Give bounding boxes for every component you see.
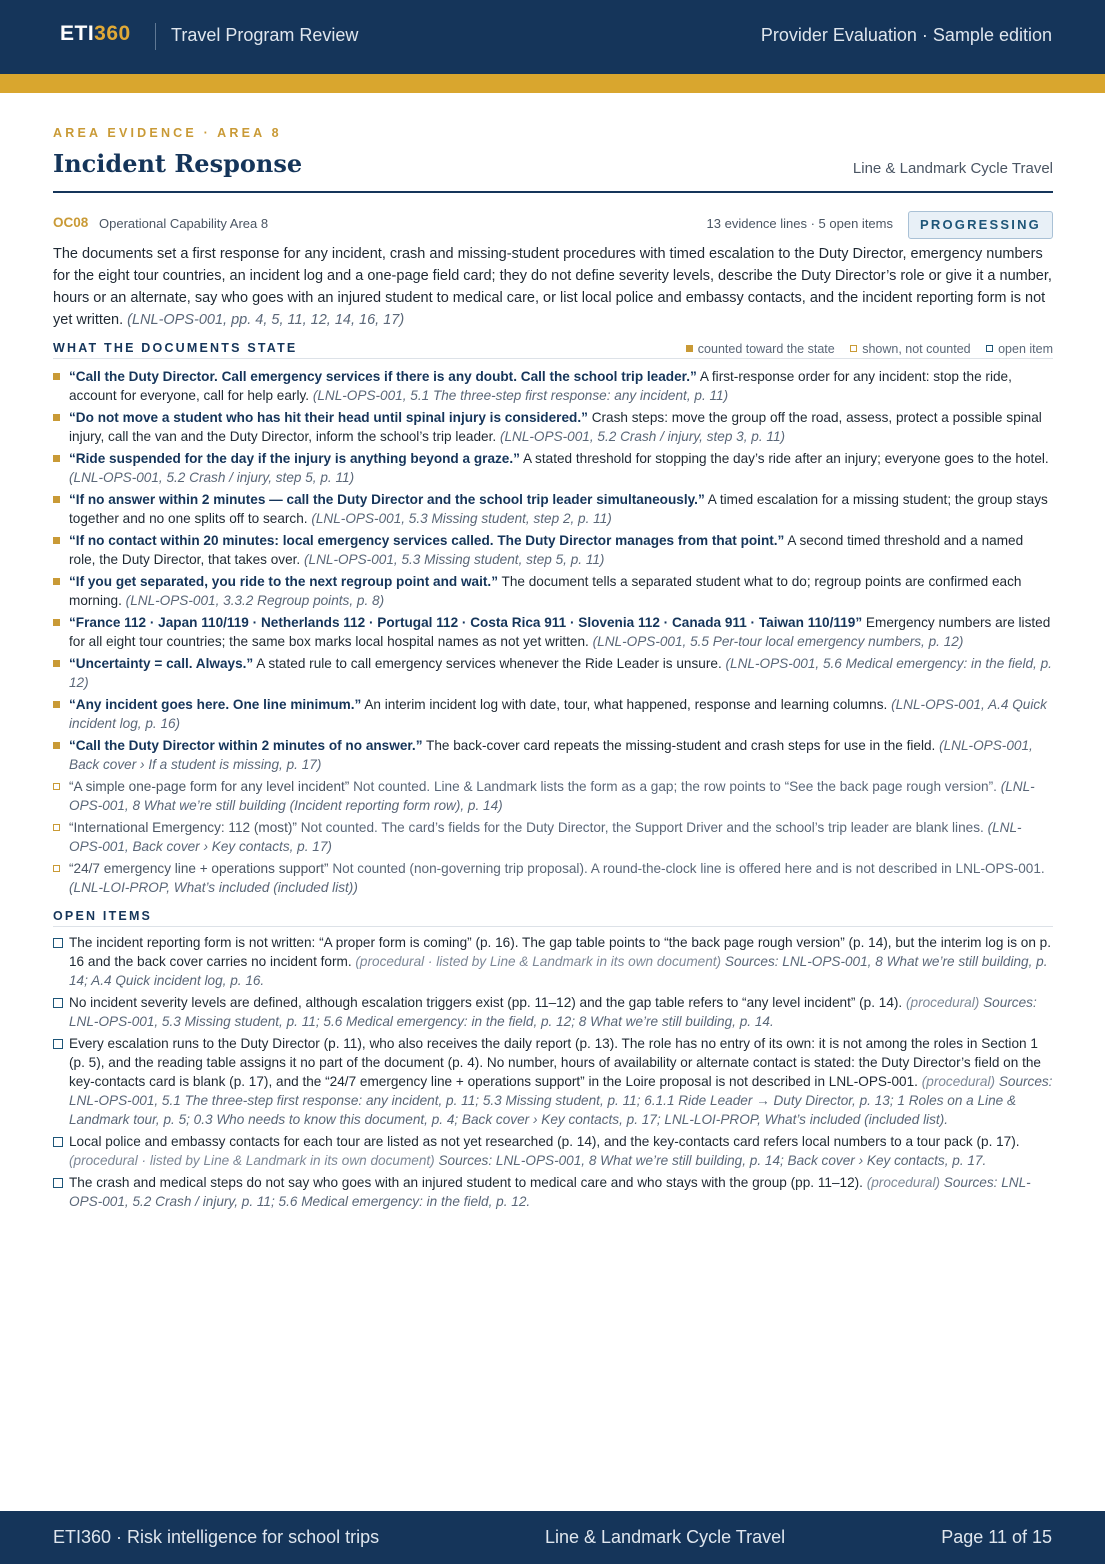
evidence-body: Crash steps: move the group off the road, assess, protect a possible spinal injury, call the van and the Duty Director, inform the school’s trip leader. <box>69 410 1042 444</box>
evidence-item <box>53 654 1053 692</box>
footer-brand: ETI360 · Risk intelligence for school trips <box>53 1527 380 1547</box>
open-item-sources: Sources: LNL-OPS-001, 5.3 Missing student, p. 11; 5.6 Medical emergency: in the field, p. 12; 8 What we’re still building, p. 14. <box>69 995 1037 1029</box>
evidence-citation: (LNL-OPS-001, 5.2 Crash / injury, step 3, p. 11) <box>499 429 786 444</box>
evidence-citation: (LNL-OPS-001, 5.5 Per-tour local emergency numbers, p. 12) <box>592 634 964 649</box>
status-badge: PROGRESSING <box>908 211 1053 239</box>
legend-shown <box>850 342 970 356</box>
main-content <box>53 126 1053 1214</box>
evidence-citation: (LNL-OPS-001, 8 What we’re still building (Incident reporting form row), p. 14) <box>69 779 1035 813</box>
open-item-tag: (procedural) <box>866 1175 941 1190</box>
solid-square-icon <box>686 345 693 352</box>
title-row <box>53 149 1053 193</box>
evidence-citation: (LNL-OPS-001, Back cover › Key contacts, p. 17) <box>69 820 1022 854</box>
header-divider <box>155 23 156 50</box>
evidence-item <box>53 449 1053 487</box>
evidence-section-title: WHAT THE DOCUMENTS STATE <box>53 341 298 355</box>
footer-provider: Line & Landmark Cycle Travel <box>545 1527 786 1547</box>
solid-square-icon <box>53 455 60 462</box>
open-items-header <box>53 907 1053 927</box>
evidence-body: A timed escalation for a missing student; the group stays together and no one splits off to search. <box>69 492 1048 526</box>
open-square-icon <box>53 1137 63 1147</box>
evidence-quote: “Call the Duty Director. Call emergency services if there is any doubt. Call the school trip leader.” <box>69 369 697 384</box>
solid-square-icon <box>53 496 60 503</box>
legend-counted-label: counted toward the state <box>697 342 835 356</box>
summary-citation: (LNL-OPS-001, pp. 4, 5, 11, 12, 14, 16, 17) <box>127 312 405 328</box>
brand-suffix: 360 <box>94 22 131 45</box>
evidence-item <box>53 490 1053 528</box>
evidence-citation: (LNL-OPS-001, 3.3.2 Regroup points, p. 8) <box>125 593 385 608</box>
open-item <box>53 933 1053 990</box>
open-item-sources: Sources: LNL-OPS-001, 8 What we’re still building, p. 14; Back cover › Key contacts, p. 17. <box>438 1153 987 1168</box>
open-item-tag: (procedural · listed by Line & Landmark in its own document) <box>69 1153 435 1168</box>
summary-text: The documents set a first response for any incident, crash and missing-student procedures with timed escalation to the Duty Director, emergency numbers for the eight tour countries, an incident log and a one-page field card; they do not define severity levels, describe the Duty Director’s role or give it a number, hours or an alternate, say who goes with an injured student to medical care, or list local police and embassy contacts, and the incident reporting form is not yet written. <box>53 246 1052 328</box>
solid-square-icon <box>53 578 60 585</box>
evidence-body: A second timed threshold and a named role, the Duty Director, that takes over. <box>69 533 1024 567</box>
page-title: Incident Response <box>53 149 303 178</box>
evidence-body: A first-response order for any incident: stop the ride, account for everyone, call for help early. <box>69 369 1012 403</box>
open-item-text: The crash and medical steps do not say who goes with an injured student to medical care and who stays with the group (pp. 11–12). <box>69 1175 863 1190</box>
brand-logo <box>60 22 131 46</box>
open-item-sources: Sources: LNL-OPS-001, 5.2 Crash / injury, p. 11; 5.6 Medical emergency: in the field, p. 12. <box>69 1175 1031 1209</box>
legend-open <box>986 342 1053 356</box>
open-items-title: OPEN ITEMS <box>53 909 153 923</box>
evidence-item-not-counted <box>53 777 1053 815</box>
evidence-body: Not counted. Line & Landmark lists the form as a gap; the row points to “See the back page rough version”. <box>353 779 997 794</box>
area-kicker: AREA EVIDENCE · AREA 8 <box>53 126 282 140</box>
evidence-body: Not counted. The card’s fields for the Duty Director, the Support Driver and the school’s trip leader are blank lines. <box>300 820 984 835</box>
evidence-item <box>53 367 1053 405</box>
evidence-item <box>53 408 1053 446</box>
legend <box>674 342 1053 356</box>
evidence-quote: “France 112 · Japan 110/119 · Netherlands 112 · Portugal 112 · Costa Rica 911 · Slovenia 112 · Canada 911 · Taiwan 110/119” <box>69 615 863 630</box>
open-item <box>53 1034 1053 1129</box>
brand-prefix: ETI <box>60 22 95 45</box>
open-items-list <box>53 933 1053 1211</box>
evidence-list <box>53 367 1053 897</box>
evidence-quote: “Any incident goes here. One line minimum.” <box>69 697 362 712</box>
evidence-quote: “If you get separated, you ride to the next regroup point and wait.” <box>69 574 498 589</box>
evidence-citation: (LNL-OPS-001, Back cover › If a student is missing, p. 17) <box>69 738 1033 772</box>
evidence-citation: (LNL-OPS-001, 5.3 Missing student, step 2, p. 11) <box>311 511 612 526</box>
open-square-icon <box>53 1039 63 1049</box>
open-square-icon <box>53 998 63 1008</box>
open-square-icon <box>53 1178 63 1188</box>
open-item-text: The incident reporting form is not written: “A proper form is coming” (p. 16). The gap table points to “the back page rough version” (p. 14), but the interim log is on p. 16 and the back cover carries no incident form. <box>69 935 1052 969</box>
evidence-body: Not counted (non-governing trip proposal). A round-the-clock line is offered here and is not described in LNL-OPS-001. <box>332 861 1045 876</box>
evidence-body: A stated rule to call emergency services whenever the Ride Leader is unsure. <box>256 656 722 671</box>
hollow-square-icon <box>850 345 857 352</box>
evidence-citation: (LNL-OPS-001, 5.3 Missing student, step 5, p. 11) <box>303 552 605 567</box>
open-square-icon <box>986 345 993 352</box>
legend-counted <box>686 342 835 356</box>
page-number: Page 11 of 15 <box>941 1527 1052 1547</box>
solid-square-icon <box>53 701 60 708</box>
evidence-citation: (LNL-OPS-001, 5.1 The three-step first response: any incident, p. 11) <box>312 388 729 403</box>
evidence-quote: “International Emergency: 112 (most)” <box>69 820 297 835</box>
evidence-item <box>53 531 1053 569</box>
area-code: OC08 <box>53 215 89 230</box>
open-item-tag: (procedural) <box>906 995 980 1010</box>
evidence-body: An interim incident log with date, tour, what happened, response and learning columns. <box>364 697 888 712</box>
open-item-text: Every escalation runs to the Duty Director (p. 11), who also receives the daily report (p. 13). The role has no entry of its own: it is not among the roles in Section 1 (p. 5), and the reading table assigns it no part of the document (p. 4). No number, hours of availability or alternate contact is stated: the Duty Director’s field on the key-contacts card is blank (p. 17), and the “24/7 emergency line + operations support” in the Loire proposal is not described in LNL-OPS-001. <box>69 1036 1041 1089</box>
evidence-quote: “Ride suspended for the day if the injury is anything beyond a graze.” <box>69 451 520 466</box>
evidence-item <box>53 613 1053 651</box>
solid-square-icon <box>53 619 60 626</box>
evidence-quote: “24/7 emergency line + operations support” <box>69 861 329 876</box>
open-item-tag: (procedural) <box>921 1074 996 1089</box>
header-edition: Provider Evaluation · Sample edition <box>760 25 1052 45</box>
open-item-tag: (procedural · listed by Line & Landmark in its own document) <box>355 954 722 969</box>
header-accent-bar <box>0 74 1105 93</box>
open-item <box>53 993 1053 1031</box>
provider-name: Line & Landmark Cycle Travel <box>852 160 1053 177</box>
solid-square-icon <box>53 742 60 749</box>
area-meta-row <box>53 211 1053 239</box>
solid-square-icon <box>53 373 60 380</box>
area-label: Operational Capability Area 8 <box>99 216 269 231</box>
solid-square-icon <box>53 660 60 667</box>
open-item-sources: Sources: LNL-OPS-001, 5.1 The three-step first response: any incident, p. 11; 5.3 Missing student, p. 11; 6.1.1 Ride Leader → Duty Director, p. 13; 1 Roles on a Line & Landmark tour, p. 5; 0.3 Who needs to know this document, p. 4; Back cover › Key contacts, p. 17; LNL-LOI-PROP, What’s included (included list). <box>69 1074 1053 1127</box>
evidence-body: Emergency numbers are listed for all eight tour countries; the same box marks local hospital names as not yet written. <box>69 615 1051 649</box>
evidence-item <box>53 695 1053 733</box>
hollow-square-icon <box>53 783 60 790</box>
evidence-citation: (LNL-OPS-001, A.4 Quick incident log, p. 16) <box>69 697 1047 731</box>
evidence-citation: (LNL-OPS-001, 5.2 Crash / injury, step 5, p. 11) <box>69 470 355 485</box>
open-square-icon <box>53 938 63 948</box>
evidence-item <box>53 572 1053 610</box>
evidence-quote: “If no answer within 2 minutes — call the Duty Director and the school trip leader simultaneously.” <box>69 492 705 507</box>
evidence-citation: (LNL-LOI-PROP, What’s included (included list)) <box>69 880 358 895</box>
legend-shown-label: shown, not counted <box>862 342 971 356</box>
open-item-sources: Sources: LNL-OPS-001, 8 What we’re still building, p. 14; A.4 Quick incident log, p. 16. <box>69 954 1048 988</box>
evidence-quote: “If no contact within 20 minutes: local emergency services called. The Duty Director manages from that point.” <box>69 533 785 548</box>
evidence-quote: “Do not move a student who has hit their head until spinal injury is considered.” <box>69 410 588 425</box>
open-item <box>53 1173 1053 1211</box>
solid-square-icon <box>53 537 60 544</box>
open-item-text: Local police and embassy contacts for each tour are listed as not yet researched (p. 14), and the key-contacts card refers local numbers to a tour pack (p. 17). <box>69 1134 1020 1149</box>
evidence-body: A stated threshold for stopping the day’s ride after an injury; everyone goes to the hotel. <box>522 451 1049 466</box>
page-header <box>0 0 1105 74</box>
evidence-item <box>53 736 1053 774</box>
evidence-body: The document tells a separated student what to do; regroup points are confirmed each morning. <box>69 574 1022 608</box>
open-item-text: No incident severity levels are defined, although escalation triggers exist (pp. 11–12) and the gap table refers to “any level incident” (p. 14). <box>69 995 903 1010</box>
solid-square-icon <box>53 414 60 421</box>
evidence-quote: “Uncertainty = call. Always.” <box>69 656 254 671</box>
evidence-quote: “Call the Duty Director within 2 minutes of no answer.” <box>69 738 423 753</box>
evidence-quote: “A simple one-page form for any level incident” <box>69 779 350 794</box>
evidence-item-not-counted <box>53 859 1053 897</box>
evidence-item-not-counted <box>53 818 1053 856</box>
legend-open-label: open item <box>998 342 1053 356</box>
evidence-body: The back-cover card repeats the missing-student and crash steps for use in the field. <box>426 738 936 753</box>
evidence-counts: 13 evidence lines · 5 open items <box>706 216 893 231</box>
area-summary <box>53 243 1053 331</box>
open-item <box>53 1132 1053 1170</box>
hollow-square-icon <box>53 824 60 831</box>
hollow-square-icon <box>53 865 60 872</box>
evidence-section-header <box>53 339 1053 359</box>
header-title: Travel Program Review <box>171 25 359 45</box>
evidence-citation: (LNL-OPS-001, 5.6 Medical emergency: in the field, p. 12) <box>69 656 1052 690</box>
page-footer <box>0 1511 1105 1564</box>
